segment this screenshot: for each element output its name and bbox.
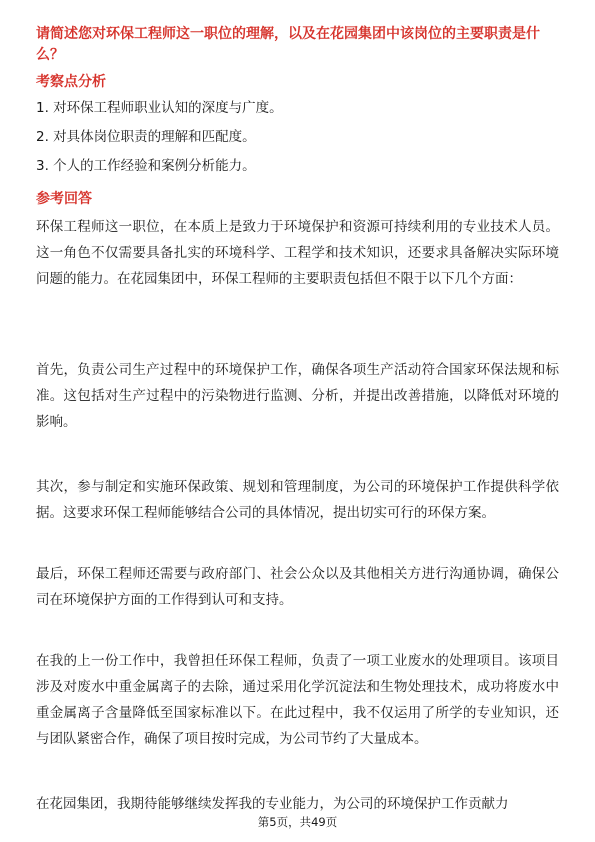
analysis-heading: 考察点分析 (36, 74, 106, 90)
answer-paragraph-4: 最后，环保工程师还需要与政府部门、社会公众以及其他相关方进行沟通协调，确保公司在环境保护方面的工作得到认可和支持。 (36, 566, 559, 608)
analysis-point-3: 3. 个人的工作经验和案例分析能力。 (36, 158, 256, 174)
answer-paragraph-1: 环保工程师这一职位，在本质上是致力于环境保护和资源可持续利用的专业技术人员。这一角色不仅需要具备扎实的环境科学、工程学和技术知识，还要求具备解决实际环境问题的能力。在花园集团中，环保工程师的主要职责包括但不限于以下几个方面： (36, 219, 559, 287)
answer-paragraph-3: 其次，参与制定和实施环保政策、规划和管理制度，为公司的环境保护工作提供科学依据。这要求环保工程师能够结合公司的具体情况，提出切实可行的环保方案。 (36, 479, 559, 521)
answer-paragraph-5: 在我的上一份工作中，我曾担任环保工程师，负责了一项工业废水的处理项目。该项目涉及对废水中重金属离子的去除，通过采用化学沉淀法和生物处理技术，成功将废水中重金属离子含量降低至国家标准以下。在此过程中，我不仅运用了所学的专业知识，还与团队紧密合作，确保了项目按时完成，为公司节约了大量成本。 (36, 653, 559, 747)
answer-paragraph-6: 在花园集团，我期待能够继续发挥我的专业能力，为公司的环境保护工作贡献力 (36, 796, 509, 812)
question-title: 请简述您对环保工程师这一职位的理解，以及在花园集团中该岗位的主要职责是什么？ (36, 26, 540, 63)
page-number: 第5页，共49页 (257, 815, 338, 829)
answer-heading: 参考回答 (36, 191, 92, 207)
analysis-point-2: 2. 对具体岗位职责的理解和匹配度。 (36, 129, 256, 145)
analysis-point-1: 1. 对环保工程师职业认知的深度与广度。 (36, 100, 283, 116)
answer-paragraph-2: 首先，负责公司生产过程中的环境保护工作，确保各项生产活动符合国家环保法规和标准。这包括对生产过程中的污染物进行监测、分析，并提出改善措施，以降低对环境的影响。 (36, 362, 559, 430)
